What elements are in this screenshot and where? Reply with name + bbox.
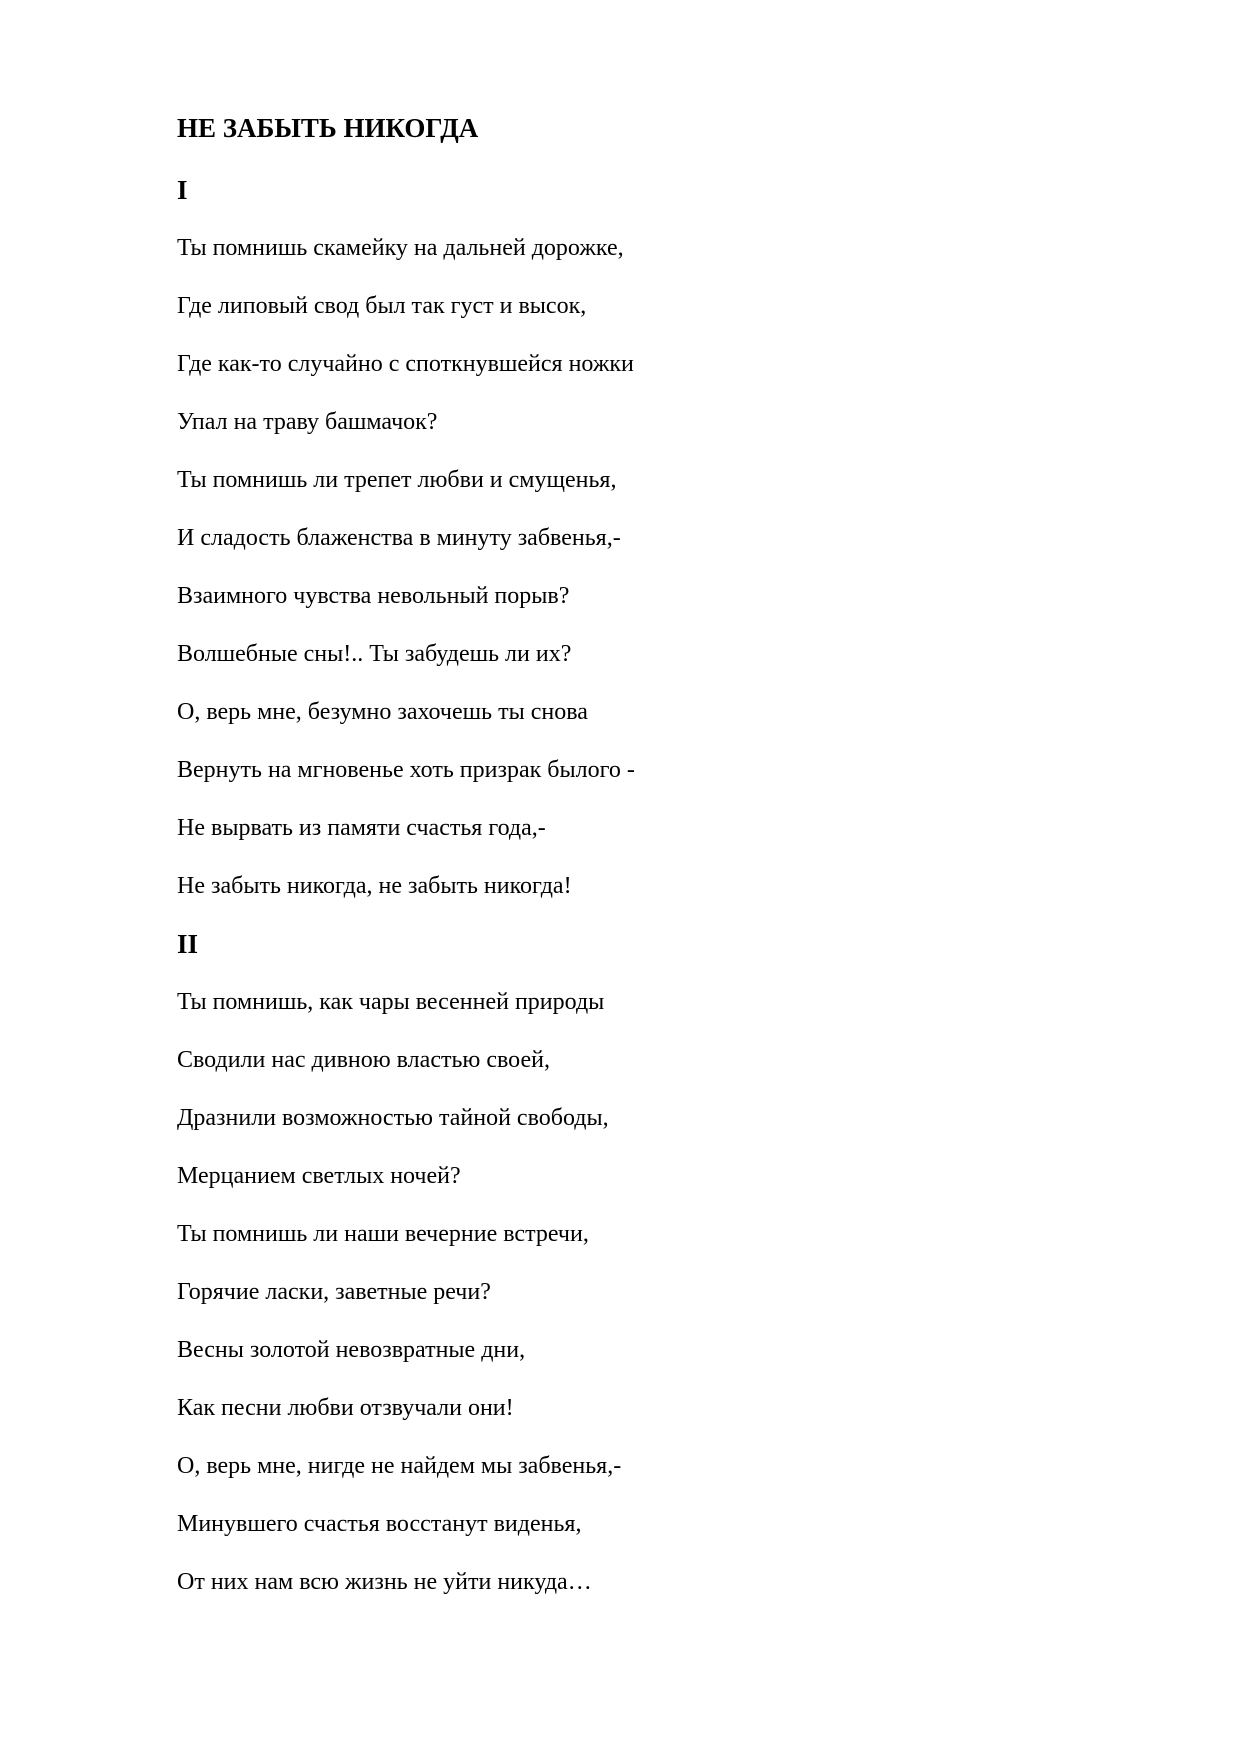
section-heading: I	[177, 175, 188, 205]
verse-line: И сладость блаженства в минуту забвенья,-	[177, 525, 621, 551]
verse-line: О, верь мне, нигде не найдем мы забвенья,-	[177, 1453, 622, 1479]
verse-line: Горячие ласки, заветные речи?	[177, 1279, 491, 1305]
verse-line: Ты помнишь ли трепет любви и смущенья,	[177, 467, 617, 493]
verse-line: Как песни любви отзвучали они!	[177, 1395, 514, 1421]
verse-line: Ты помнишь, как чары весенней природы	[177, 989, 605, 1015]
verse-line: Где как-то случайно с споткнувшейся ножки	[177, 351, 634, 377]
section-1	[177, 174, 1077, 902]
verse-line: Дразнили возможностью тайной свободы,	[177, 1105, 609, 1131]
poem-content	[177, 112, 1077, 1624]
verse-line: Сводили нас дивною властью своей,	[177, 1047, 550, 1073]
verse-line: Минувшего счастья восстанут виденья,	[177, 1511, 582, 1537]
section-heading: II	[177, 929, 199, 959]
verse-line: Упал на траву башмачок?	[177, 409, 438, 435]
verse-line: Не забыть никогда, не забыть никогда!	[177, 873, 572, 899]
verse-line: Ты помнишь скамейку на дальней дорожке,	[177, 235, 624, 261]
verse-line: О, верь мне, безумно захочешь ты снова	[177, 699, 588, 725]
verse-line: Мерцанием светлых ночей?	[177, 1163, 461, 1189]
verse-line: От них нам всю жизнь не уйти никуда…	[177, 1569, 592, 1595]
verse-line: Волшебные сны!.. Ты забудешь ли их?	[177, 641, 572, 667]
verse-line: Не вырвать из памяти счастья года,-	[177, 815, 546, 841]
verse-line: Вернуть на мгновенье хоть призрак былого -	[177, 757, 635, 783]
verse-line: Ты помнишь ли наши вечерние встречи,	[177, 1221, 589, 1247]
verse-line: Где липовый свод был так густ и высок,	[177, 293, 587, 319]
section-2	[177, 928, 1077, 1598]
verse-line: Взаимного чувства невольный порыв?	[177, 583, 570, 609]
verse-line: Весны золотой невозвратные дни,	[177, 1337, 526, 1363]
poem-title: НЕ ЗАБЫТЬ НИКОГДА	[177, 113, 479, 143]
